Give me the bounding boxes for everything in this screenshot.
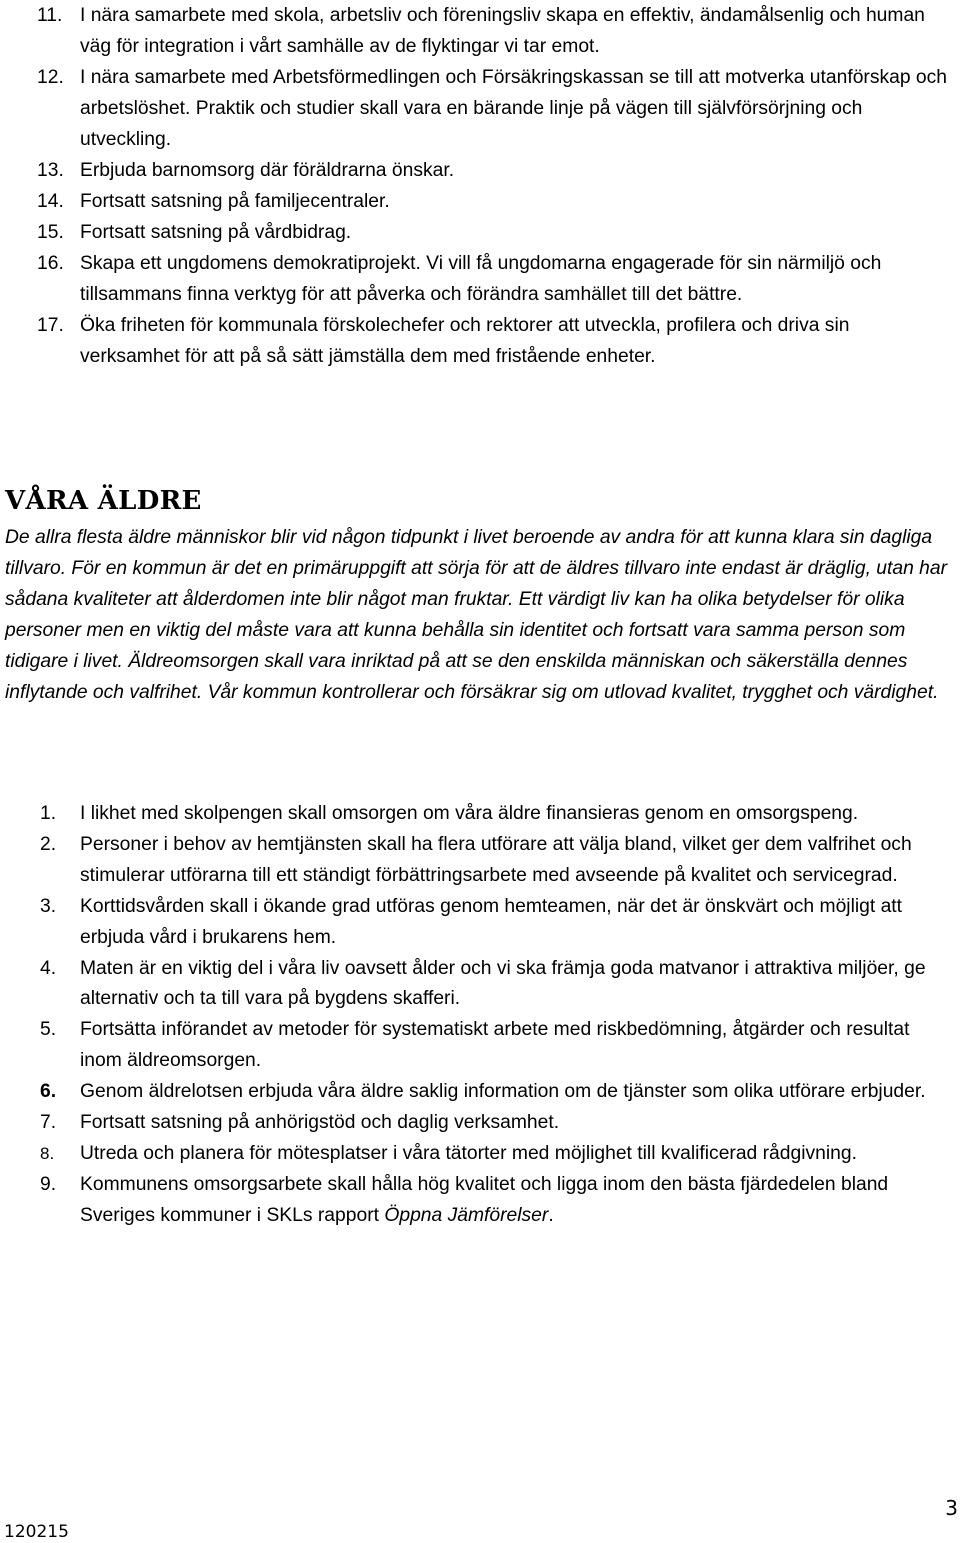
list-item — [0, 310, 960, 372]
list-text: Fortsatt satsning på familjecentraler. — [80, 191, 390, 212]
list-item — [0, 799, 960, 830]
list-number: 16. — [37, 253, 64, 274]
list-text: Kommunens omsorgsarbete skall hålla hög kvalitet och ligga inom den bästa fjärdedelen bland Sveriges kommuner i SKLs rapport — [80, 1173, 889, 1226]
list-text-end: . — [548, 1204, 554, 1226]
section-intro: De allra flesta äldre människor blir vid någon tidpunkt i livet beroende av andra för att kunna klara sin dagliga tillvaro. För en kommun är det en primäruppgift att sörja för att de äldres tillvaro inte endast är dräglig, utan har sådana kvaliteter att ålderdomen inte blir något man fruktar. Ett värdigt liv kan ha olika betydelser för olika personer men en viktig del måste vara att kunna behålla sin identitet och fortsatt vara samma person som tidigare i livet. Äldreomsorgen skall vara inriktad på att se den enskilda människan och säkerställa dennes inflytande och valfrihet. Vår kommun kontrollerar och försäkrar sig om utlovad kvalitet, trygghet och värdighet. — [5, 527, 948, 703]
list-number: 6. — [40, 1081, 57, 1103]
list-number: 3. — [40, 895, 57, 917]
section-heading: VÅRA ÄLDRE — [5, 486, 202, 516]
list-item — [0, 1170, 960, 1232]
list-item — [0, 1015, 960, 1077]
list-number: 1. — [40, 803, 57, 824]
list-number: 8. — [40, 1143, 55, 1163]
numbered-list-top — [0, 0, 960, 372]
list-text: Utreda och planera för mötesplatser i våra tätorter med möjlighet till kvalificerad rådgivning. — [80, 1142, 857, 1164]
list-item — [0, 62, 960, 155]
list-text: Erbjuda barnomsorg där föräldrarna önskar. — [80, 160, 455, 181]
list-text: Skapa ett ungdomens demokratiprojekt. Vi vill få ungdomarna engagerade för sin närmiljö och tillsammans finna verktyg för att påverka och förändra samhället till det bättre. — [80, 253, 882, 305]
list-item — [0, 155, 960, 186]
list-text: I likhet med skolpengen skall omsorgen om våra äldre finansieras genom en omsorgspeng. — [80, 803, 859, 824]
list-number: 5. — [40, 1019, 57, 1041]
list-item — [0, 1077, 960, 1108]
list-item — [0, 830, 960, 892]
list-number: 12. — [37, 67, 64, 88]
list-item — [0, 892, 960, 954]
list-text: Fortsatt satsning på anhörigstöd och daglig verksamhet. — [80, 1112, 560, 1134]
list-text: I nära samarbete med skola, arbetsliv och föreningsliv skapa en effektiv, ändamålsenlig och human väg för integration i vårt samhälle av de flyktingar vi tar emot. — [80, 5, 925, 57]
list-item — [0, 0, 960, 62]
list-item — [0, 954, 960, 1016]
list-text: Öka friheten för kommunala förskolechefer och rektorer att utveckla, profilera och driva sin verksamhet för att på så sätt jämställa dem med fristående enheter. — [80, 315, 850, 367]
list-number: 14. — [37, 191, 64, 212]
footer-date: 120215 — [4, 1522, 69, 1542]
list-text: Genom äldrelotsen erbjuda våra äldre saklig information om de tjänster som olika utförare erbjuder. — [80, 1081, 926, 1103]
list-item — [0, 1139, 960, 1170]
list-item — [0, 186, 960, 217]
list-number: 17. — [37, 315, 64, 336]
list-item — [0, 217, 960, 248]
list-text: Maten är en viktig del i våra liv oavsett ålder och vi ska främja goda matvanor i attraktiva miljöer, ge alternativ och ta till vara på bygdens skafferi. — [80, 957, 926, 1010]
list-number: 9. — [40, 1173, 57, 1195]
list-number: 15. — [37, 222, 64, 243]
list-item — [0, 1108, 960, 1139]
report-title: Öppna Jämförelser — [384, 1204, 549, 1226]
list-text: Fortsatt satsning på vårdbidrag. — [80, 222, 352, 243]
list-number: 11. — [37, 5, 63, 26]
numbered-list-bottom — [0, 799, 960, 1232]
list-text: Personer i behov av hemtjänsten skall ha flera utförare att välja bland, vilket ger dem valfrihet och stimulerar utförarna till ett ständigt förbättringsarbete med avseende på kvalitet och servicegrad. — [80, 833, 912, 886]
list-number: 4. — [40, 957, 57, 979]
list-item — [0, 248, 960, 310]
page-number: 3 — [945, 1496, 958, 1520]
list-number: 7. — [40, 1112, 57, 1134]
list-text: Korttidsvården skall i ökande grad utföras genom hemteamen, när det är önskvärt och möjligt att erbjuda vård i brukarens hem. — [80, 895, 903, 948]
list-text: I nära samarbete med Arbetsförmedlingen och Försäkringskassan se till att motverka utanförskap och arbetslöshet. Praktik och studier skall vara en bärande linje på vägen till självförsörjning och utveckling. — [80, 67, 948, 150]
list-number: 2. — [40, 833, 57, 855]
list-text: Fortsätta införandet av metoder för systematiskt arbete med riskbedömning, åtgärder och resultat inom äldreomsorgen. — [80, 1019, 910, 1072]
list-number: 13. — [37, 160, 64, 181]
